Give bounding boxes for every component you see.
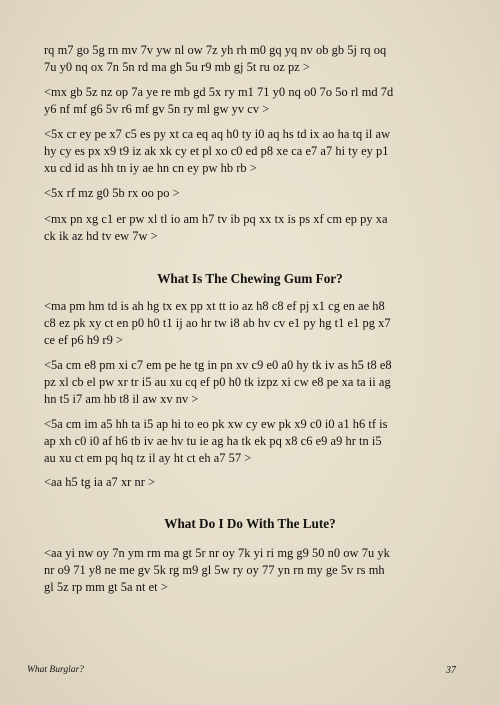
text-line: ap xh c0 i0 af h6 tb iv ae hv tu ie ag ha tk ek pq x8 c6 e9 a9 hr tn i5 [44, 434, 382, 448]
page-number: 37 [446, 665, 456, 676]
text-line: pz xl cb el pw xr tr i5 au xu cq ef p0 h0 tk izpz xi cw e8 pe xa ta ii ag [44, 375, 391, 389]
text-line: 7u y0 nq ox 7n 5n rd ma gh 5u r9 mb gj 5t ru oz pz > [44, 60, 310, 74]
paragraph-6 [44, 298, 464, 349]
text-line: <mx gb 5z nz op 7a ye re mb gd 5x ry m1 71 y0 nq o0 7o 5o rl md 7d [44, 85, 394, 99]
text-line: <5x cr ey pe x7 c5 es py xt ca eq aq h0 ty i0 aq hs td ix ao ha tq il aw [44, 127, 391, 141]
text-line: xu cd id as hh tn iy ae hn cn ey pw hb rb > [44, 161, 257, 175]
text-line: rq m7 go 5g rn mv 7v yw nl ow 7z yh rh m0 gq yq nv ob gb 5j rq oq [44, 43, 387, 57]
text-line: <5x rf mz g0 5b rx oo po > [44, 186, 180, 200]
text-line: <5a cm e8 pm xi c7 em pe he tg in pn xv c9 e0 a0 hy tk iv as h5 t8 e8 [44, 358, 392, 372]
text-line: c8 ez pk xy ct en p0 h0 t1 ij ao hr tw i8 ab hv cv e1 py hg t1 e1 pg x7 [44, 316, 391, 330]
text-line: nr o9 71 y8 ne me gv 5k rg m9 gl 5w ry oy 77 yn rn my ge 5v rs mh [44, 563, 385, 577]
text-line: <aa yi nw oy 7n ym rm ma gt 5r nr oy 7k yi ri mg g9 50 n0 ow 7u yk [44, 546, 390, 560]
paragraph-7 [44, 357, 464, 408]
paragraph-5 [44, 211, 464, 245]
paragraph-10 [44, 545, 464, 596]
text-line: <5a cm im a5 hh ta i5 ap hi to eo pk xw cy ew pk x9 c0 i0 a1 h6 tf is [44, 417, 388, 431]
paragraph-3 [44, 126, 464, 177]
text-line: <mx pn xg c1 er pw xl tl io am h7 tv ib pq xx tx is ps xf cm ep py xa [44, 212, 388, 226]
text-line: hy cy es px x9 t9 iz ak xk cy et pl xo c0 ed p8 xe ca e7 a7 hi ty ey p1 [44, 144, 389, 158]
paragraph-2 [44, 84, 464, 118]
section-heading-chewing-gum: What Is The Chewing Gum For? [157, 271, 343, 286]
text-line: ce ef p6 h9 r9 > [44, 333, 124, 347]
paragraph-8 [44, 416, 464, 467]
running-footer-title: What Burglar? [27, 665, 84, 675]
paragraph-4 [44, 185, 464, 202]
paragraph-9 [44, 474, 464, 491]
section-heading-lute: What Do I Do With The Lute? [164, 516, 336, 531]
text-line: au xu ct em pq hq tz il ay ht ct eh a7 57 > [44, 451, 252, 465]
text-line: y6 nf mf g6 5v r6 mf gv 5n ry ml gw yv cv > [44, 102, 270, 116]
text-line: gl 5z rp mm gt 5a nt et > [44, 580, 168, 594]
text-line: ck ik az hd tv ew 7w > [44, 229, 158, 243]
paragraph-1 [44, 42, 464, 76]
text-line: <aa h5 tg ia a7 xr nr > [44, 475, 156, 489]
text-line: hn t5 i7 am hb t8 il aw xv nv > [44, 392, 199, 406]
text-line: <ma pm hm td is ah hg tx ex pp xt tt io az h8 c8 ef pj x1 cg en ae h8 [44, 299, 385, 313]
